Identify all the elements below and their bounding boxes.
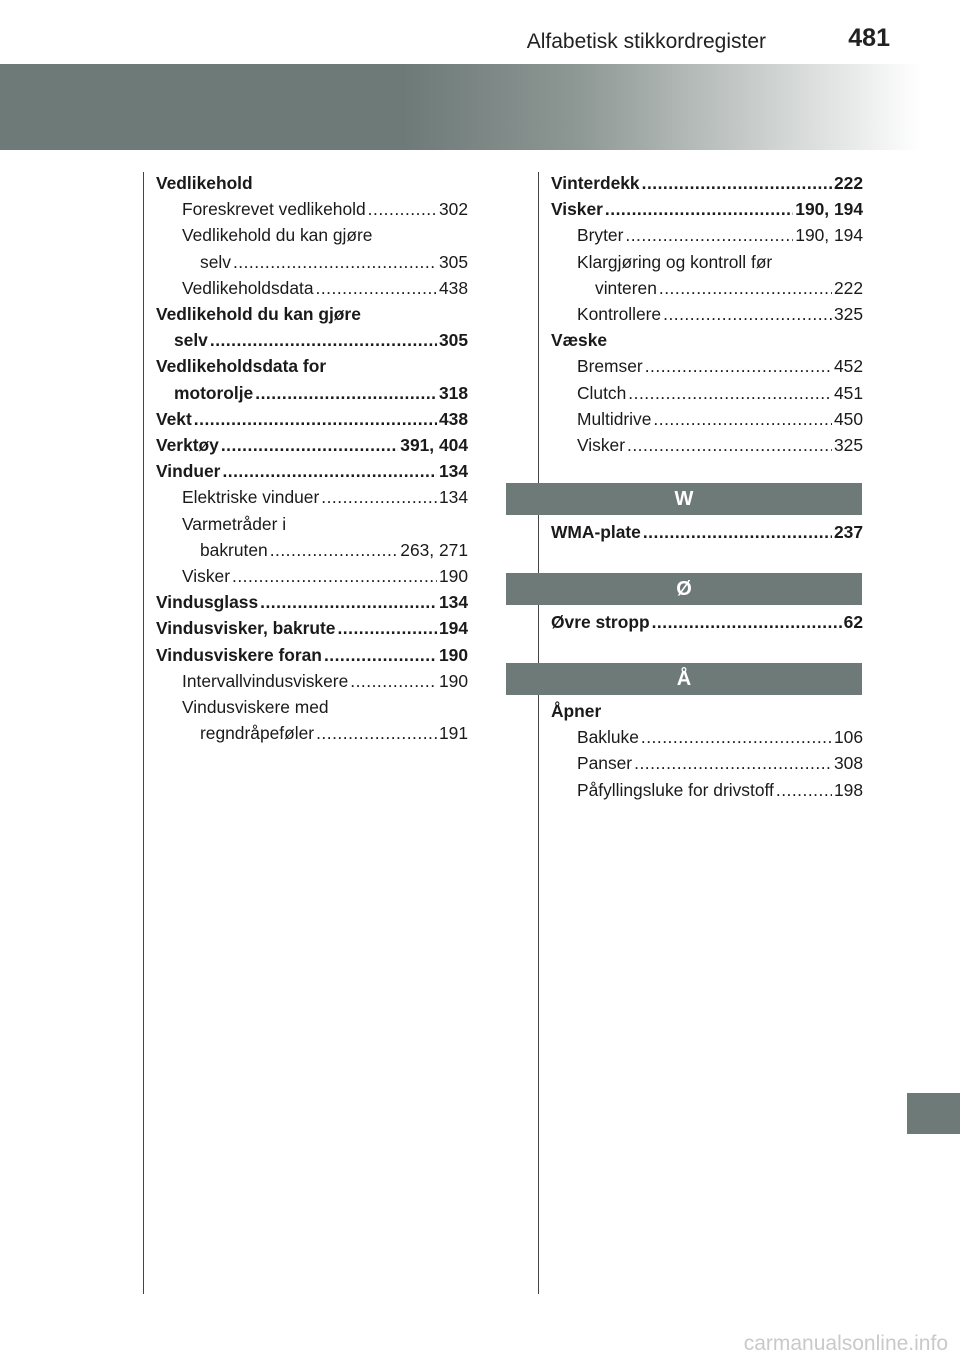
dot-leader xyxy=(368,196,437,222)
index-entry xyxy=(156,484,468,510)
dot-leader xyxy=(641,724,832,750)
index-term: Vindusviskere med xyxy=(182,697,329,718)
index-entry xyxy=(551,406,863,432)
index-term: Vindusviskere foran xyxy=(156,644,322,665)
index-entry xyxy=(156,458,468,484)
index-term: WMA-plate xyxy=(551,522,641,542)
left-column-rule xyxy=(143,172,144,1294)
index-term: selv xyxy=(200,251,231,272)
dot-leader xyxy=(316,720,437,746)
index-term: Åpner xyxy=(551,701,602,721)
page-ref: 438 xyxy=(438,277,468,298)
dot-leader xyxy=(194,406,437,432)
dot-leader xyxy=(643,519,832,545)
page-ref: 134 xyxy=(438,592,468,613)
page-ref: 191 xyxy=(438,723,468,744)
page-header xyxy=(0,0,960,64)
dot-leader xyxy=(255,380,437,406)
header-banner xyxy=(0,64,960,150)
index-term: Bryter xyxy=(577,225,624,246)
dot-leader xyxy=(605,196,793,222)
index-entry xyxy=(551,380,863,406)
page-ref: 438 xyxy=(438,408,468,429)
dot-leader xyxy=(324,642,437,668)
index-term: Øvre stropp xyxy=(551,612,650,632)
index-term: Vedlikehold du kan gjøre xyxy=(182,225,373,246)
page-ref: 451 xyxy=(833,382,863,403)
page-ref: 305 xyxy=(438,330,468,351)
dot-leader xyxy=(627,432,832,458)
index-term: Vedlikehold xyxy=(156,173,253,193)
page-ref: 62 xyxy=(843,612,863,632)
page-ref: 190, 194 xyxy=(795,199,863,220)
dot-leader xyxy=(628,380,832,406)
dot-leader xyxy=(350,668,437,694)
index-column-right-v xyxy=(551,170,863,458)
index-term: Visker xyxy=(577,435,626,456)
index-column-left xyxy=(156,170,468,746)
index-section-oe xyxy=(551,609,863,635)
index-term: bakruten xyxy=(200,539,268,560)
dot-leader xyxy=(270,537,399,563)
index-entry xyxy=(156,170,468,196)
dot-leader xyxy=(659,275,832,301)
dot-leader xyxy=(233,249,437,275)
dot-leader xyxy=(321,484,437,510)
index-entry xyxy=(551,432,863,458)
index-term: Bakluke xyxy=(577,727,639,748)
page-ref: 263, 271 xyxy=(400,539,468,560)
index-entry xyxy=(156,380,468,406)
index-entry xyxy=(551,519,863,545)
dot-leader xyxy=(634,750,832,776)
page-ref: 308 xyxy=(833,753,863,774)
index-term: motorolje xyxy=(174,382,254,403)
index-entry xyxy=(156,615,468,641)
dot-leader xyxy=(221,432,398,458)
index-entry xyxy=(156,301,468,327)
index-entry xyxy=(551,777,863,803)
page-ref: 106 xyxy=(833,727,863,748)
index-term: Panser xyxy=(577,753,633,774)
index-term: regndråpeføler xyxy=(200,723,315,744)
page-ref: 222 xyxy=(833,173,863,193)
index-term: selv xyxy=(174,330,208,351)
dot-leader xyxy=(260,589,437,615)
index-term: Elektriske vinduer xyxy=(182,487,320,508)
page-ref: 450 xyxy=(833,408,863,429)
page-ref: 325 xyxy=(833,304,863,325)
thumb-index-tab xyxy=(907,1093,960,1134)
index-term: Visker xyxy=(551,199,603,220)
section-header-aa: Å xyxy=(506,663,862,695)
index-term: Klargjøring og kontroll før xyxy=(577,251,773,272)
index-entry xyxy=(551,275,863,301)
index-entry xyxy=(551,609,863,635)
page-number: 481 xyxy=(848,24,890,52)
dot-leader xyxy=(625,222,793,248)
page-ref: 198 xyxy=(833,779,863,800)
page-ref: 452 xyxy=(833,356,863,377)
index-entry xyxy=(156,275,468,301)
dot-leader xyxy=(653,406,832,432)
page-ref: 302 xyxy=(438,199,468,220)
index-entry xyxy=(551,249,863,275)
index-term: Vinterdekk xyxy=(551,173,640,193)
index-term: Vekt xyxy=(156,408,192,429)
index-entry xyxy=(156,563,468,589)
dot-leader xyxy=(645,353,832,379)
dot-leader xyxy=(222,458,437,484)
index-entry xyxy=(551,170,863,196)
page-ref: 194 xyxy=(438,618,468,639)
index-term: Påfyllingsluke for drivstoff xyxy=(577,779,774,800)
index-term: Vinduer xyxy=(156,461,221,482)
index-entry xyxy=(551,724,863,750)
index-entry xyxy=(156,694,468,720)
index-term: Vedlikeholdsdata for xyxy=(156,356,327,377)
index-term: Bremser xyxy=(577,356,643,377)
dot-leader xyxy=(776,777,832,803)
dot-leader xyxy=(642,170,832,196)
index-term: Væske xyxy=(551,330,608,351)
page-ref: 237 xyxy=(833,522,863,542)
index-section-aa xyxy=(551,698,863,803)
index-term: Clutch xyxy=(577,382,627,403)
index-term: Visker xyxy=(182,566,231,587)
section-header-w: W xyxy=(506,483,862,515)
index-entry xyxy=(156,642,468,668)
index-term: Kontrollere xyxy=(577,304,662,325)
index-entry xyxy=(156,327,468,353)
page-title: Alfabetisk stikkordregister xyxy=(526,30,766,53)
dot-leader xyxy=(232,563,437,589)
index-entry xyxy=(156,432,468,458)
dot-leader xyxy=(210,327,437,353)
index-entry xyxy=(156,353,468,379)
index-entry xyxy=(156,406,468,432)
index-entry xyxy=(551,196,863,222)
index-entry xyxy=(156,249,468,275)
page-ref: 391, 404 xyxy=(400,435,468,456)
index-entry xyxy=(551,301,863,327)
dot-leader xyxy=(337,615,437,641)
section-header-oe: Ø xyxy=(506,573,862,605)
index-entry xyxy=(551,222,863,248)
index-term: Varmetråder i xyxy=(182,513,287,534)
index-term: Vedlikehold du kan gjøre xyxy=(156,304,361,325)
index-term: Foreskrevet vedlikehold xyxy=(182,199,366,220)
page-ref: 325 xyxy=(833,435,863,456)
page-ref: 190, 194 xyxy=(795,225,863,246)
index-entry xyxy=(156,720,468,746)
index-term: Verktøy xyxy=(156,435,219,456)
index-entry xyxy=(156,589,468,615)
index-term: Vindusvisker, bakrute xyxy=(156,618,336,639)
index-entry xyxy=(156,222,468,248)
index-term: Intervallvindusviskere xyxy=(182,670,349,691)
page-ref: 222 xyxy=(833,277,863,298)
page-ref: 190 xyxy=(438,670,468,691)
page-ref: 305 xyxy=(438,251,468,272)
page-ref: 190 xyxy=(438,644,468,665)
index-section-w xyxy=(551,519,863,545)
index-term: Vedlikeholdsdata xyxy=(182,277,314,298)
index-entry xyxy=(156,537,468,563)
dot-leader xyxy=(652,609,842,635)
index-entry xyxy=(551,327,863,353)
page-ref: 134 xyxy=(438,487,468,508)
dot-leader xyxy=(316,275,437,301)
page-ref: 134 xyxy=(438,461,468,482)
index-entry xyxy=(551,353,863,379)
index-term: Multidrive xyxy=(577,408,652,429)
index-entry xyxy=(156,511,468,537)
dot-leader xyxy=(663,301,832,327)
index-entry xyxy=(156,668,468,694)
page-ref: 190 xyxy=(438,566,468,587)
page-ref: 318 xyxy=(438,382,468,403)
index-entry xyxy=(551,750,863,776)
watermark: carmanualsonline.info xyxy=(743,1332,948,1355)
index-entry xyxy=(551,698,863,724)
index-entry xyxy=(156,196,468,222)
index-term: Vindusglass xyxy=(156,592,259,613)
middle-column-rule xyxy=(538,172,539,1294)
index-term: vinteren xyxy=(595,277,657,298)
